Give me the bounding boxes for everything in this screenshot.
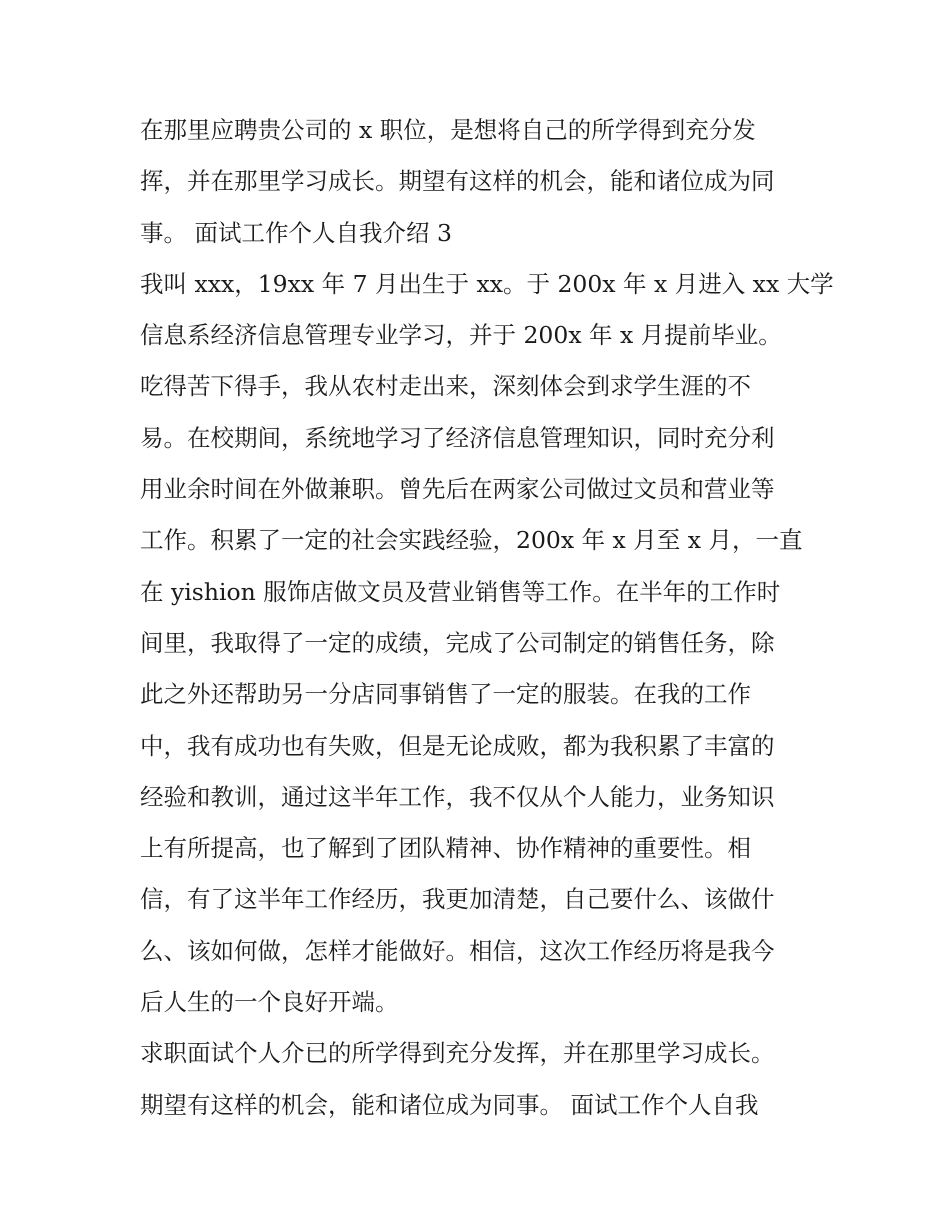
text-line: 么、该如何做，怎样才能做好。相信，这次工作经历将是我今	[140, 936, 775, 965]
text-line: 在 yishion 服饰店做文员及营业销售等工作。在半年的工作时	[140, 577, 781, 606]
text-line: 挥，并在那里学习成长。期望有这样的机会，能和诸位成为同	[140, 167, 775, 196]
text-line: 经验和教训，通过这半年工作，我不仅从个人能力，业务知识	[140, 782, 775, 811]
text-line: 用业余时间在外做兼职。曾先后在两家公司做过文员和营业等	[140, 475, 775, 504]
text-line: 求职面试个人介已的所学得到充分发挥，并在那里学习成长。	[140, 1039, 775, 1068]
text-line: 易。在校期间，系统地学习了经济信息管理知识，同时充分利	[140, 423, 775, 452]
text-line: 事。 面试工作个人自我介绍 3	[140, 218, 452, 247]
document-body-text	[140, 105, 834, 1131]
text-line: 后人生的一个良好开端。	[140, 988, 399, 1017]
text-line: 在那里应聘贵公司的 x 职位，是想将自己的所学得到充分发	[140, 116, 756, 144]
text-line: 间里，我取得了一定的成绩，完成了公司制定的销售任务，除	[140, 628, 775, 657]
text-line: 中，我有成功也有失败，但是无论成败，都为我积累了丰富的	[140, 731, 775, 760]
text-line: 此之外还帮助另一分店同事销售了一定的服装。在我的工作	[140, 680, 751, 709]
text-line: 上有所提高，也了解到了团队精神、协作精神的重要性。相	[140, 834, 751, 863]
text-line: 吃得苦下得手，我从农村走出来，深刻体会到求学生涯的不	[140, 372, 751, 401]
text-line: 信息系经济信息管理专业学习，并于 200x 年 x 月提前毕业。	[140, 321, 782, 350]
text-line: 我叫 xxx，19xx 年 7 月出生于 xx。于 200x 年 x 月进入 xx 大学	[140, 269, 834, 298]
text-line: 期望有这样的机会，能和诸位成为同事。 面试工作个人自我	[140, 1090, 759, 1119]
text-line: 工作。积累了一定的社会实践经验，200x 年 x 月至 x 月，一直	[140, 526, 803, 555]
text-line: 信，有了这半年工作经历，我更加清楚，自己要什么、该做什	[140, 885, 775, 914]
